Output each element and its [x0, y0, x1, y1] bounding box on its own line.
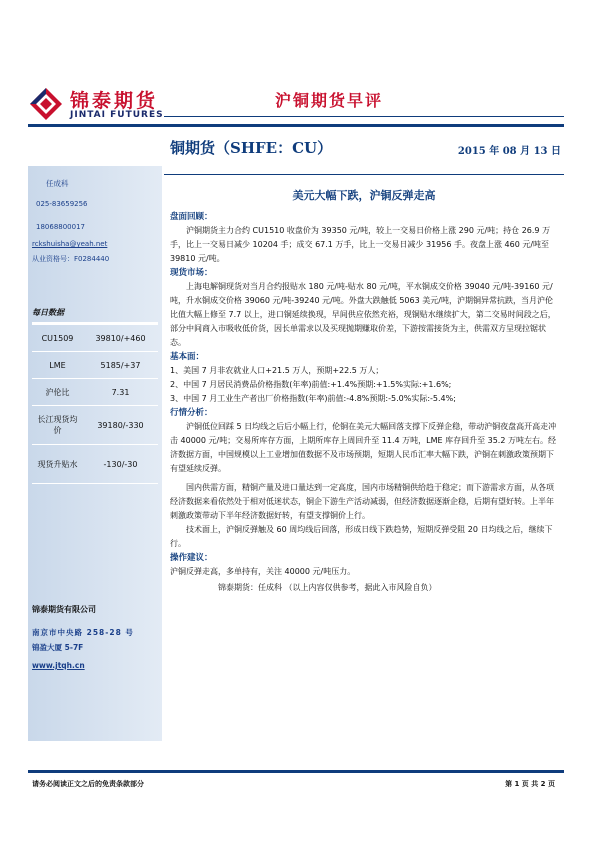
daily-label: 现货升贴水 — [32, 445, 83, 484]
footer-rule — [28, 770, 564, 773]
daily-data-table — [32, 322, 158, 484]
section-title-fundamentals: 基本面： — [170, 352, 205, 362]
analyst-mobile: 18068800017 — [36, 223, 85, 231]
analyst-email[interactable]: rckshuisha@yeah.net — [32, 240, 108, 248]
review-paragraph: 沪铜期货主力合约 CU1510 收盘价为 39350 元/吨，较上一交易日价格上涨 290 元/吨；持仓 26.9 万手，比上一交易日减少 10204 手；成交 67.1 万手，比上一交易日减少 31956 手。夜盘上涨 460 元/吨至 39810 元/吨。 — [170, 226, 551, 263]
daily-value: 5185/+37 — [83, 352, 158, 379]
company-address-line1: 南京市中央路 258-28 号 — [32, 628, 134, 637]
disclaimer-note: 请务必阅读正文之后的免责条款部分 — [32, 780, 144, 788]
section-title-review: 盘面回顾： — [170, 212, 213, 222]
company-name: 锦泰期货有限公司 — [32, 605, 96, 614]
jintai-logo-icon — [28, 86, 64, 122]
product-title: 铜期货（SHFE：CU） — [170, 139, 333, 157]
daily-label: 沪伦比 — [32, 379, 83, 406]
table-row — [32, 352, 158, 379]
analysis-paragraph: 沪铜低位回踩 5 日均线之后后小幅上行，伦铜在美元大幅回落支撑下反弹企稳，带动沪铜夜盘高开高走冲击 40000 元/吨；交易所库存方面，上期所库存上周回升至 11.4 万吨，LME 库存回升至 35.2 万吨左右。经济数据方面，中国规模以上工业增加值数据不及市场预期，短期人民币汇率大幅下跌，沪铜在刺激政策预期下有望延续反弹。 — [170, 422, 557, 473]
daily-label: LME — [32, 352, 83, 379]
daily-value: 39180/-330 — [83, 406, 158, 445]
fundamental-item: 1、美国 7 月非农就业人口+21.5 万人，预期+22.5 万人； — [170, 366, 384, 375]
analyst-phone: 025-83659256 — [36, 200, 88, 208]
main-content — [170, 210, 560, 595]
table-row — [32, 406, 158, 445]
analyst-name: 任成科 — [46, 179, 69, 188]
fundamental-item: 3、中国 7 月工业生产者出厂价格指数(年率)前值:-4.8%预期:-5.0%实际:-5.4%; — [170, 394, 456, 403]
daily-label: 长江现货均价 — [32, 406, 83, 445]
header-rule — [164, 116, 564, 117]
header-thick-rule — [28, 124, 564, 127]
daily-value: 7.31 — [83, 379, 158, 406]
spot-paragraph: 上海电解铜现货对当月合约报贴水 180 元/吨-贴水 80 元/吨，平水铜成交价格 39040 元/吨-39160 元/吨，升水铜成交价格 39060 元/吨-39240 元/吨。外盘大跌触低 5063 美元/吨，沪期铜异常抗跌，当月沪伦比值大幅上修至 7.7 以上，进口铜延续换现，早间供应依然充裕，现铜贴水继续扩大，第二交易时间段之后，部分中间商入市吸收低价货，因长单需求以及买现抛期赚取价差，下游按需接货为主，供需双方呈现拉锯状态。 — [170, 282, 556, 347]
closing-note: 锦泰期货：任成科 （以上内容仅供参考，据此入市风险自负） — [218, 583, 437, 592]
section-title-advice: 操作建议： — [170, 553, 213, 563]
table-row — [32, 445, 158, 484]
section-title-spot: 现货市场： — [170, 268, 213, 278]
page-number: 第 1 页 共 2 页 — [505, 780, 555, 788]
report-date: 2015 年 08 月 13 日 — [457, 146, 561, 157]
logo-chinese-name: 锦泰期货 — [70, 90, 159, 112]
daily-label: CU1509 — [32, 324, 83, 352]
section-title-analysis: 行情分析： — [170, 408, 213, 418]
daily-data-title: 每日数据 — [32, 308, 64, 317]
title-rule — [164, 174, 564, 175]
main-headline: 美元大幅下跌，沪铜反弹走高 — [292, 189, 436, 202]
table-row — [32, 324, 158, 352]
fundamental-item: 2、中国 7 月居民消费品价格指数(年率)前值:+1.4%预期:+1.5%实际:+1.6%; — [170, 380, 452, 389]
company-website-link[interactable]: www.jtqh.cn — [32, 661, 85, 670]
table-row — [32, 379, 158, 406]
analysis-paragraph: 技术面上，沪铜反弹触及 60 周均线后回落，形成日线下跌趋势，短期反弹受阻 20 日均线之后，继续下行。 — [170, 525, 553, 548]
company-address-line2: 锦盈大厦 5-7F — [32, 643, 84, 652]
analysis-paragraph: 国内供需方面，精铜产量及进口量达到一定高度，国内市场精铜供给趋于稳定；而下游需求方面，从各项经济数据来看依然处于相对低迷状态，铜企下游生产活动减弱，但经济数据逐渐企稳，后期有望好转。上半年刺激政策带动下半年经济数据好转，有望支撑铜价上行。 — [170, 483, 554, 520]
daily-value: 39810/+460 — [83, 324, 158, 352]
report-title: 沪铜期货早评 — [275, 91, 384, 110]
advice-paragraph: 沪铜反弹走高，多单持有，关注 40000 元/吨压力。 — [170, 567, 356, 576]
daily-value: -130/-30 — [83, 445, 158, 484]
logo-english-name: JINTAI FUTURES — [70, 110, 164, 120]
license-number: 从业资格号：F0284440 — [32, 255, 110, 263]
